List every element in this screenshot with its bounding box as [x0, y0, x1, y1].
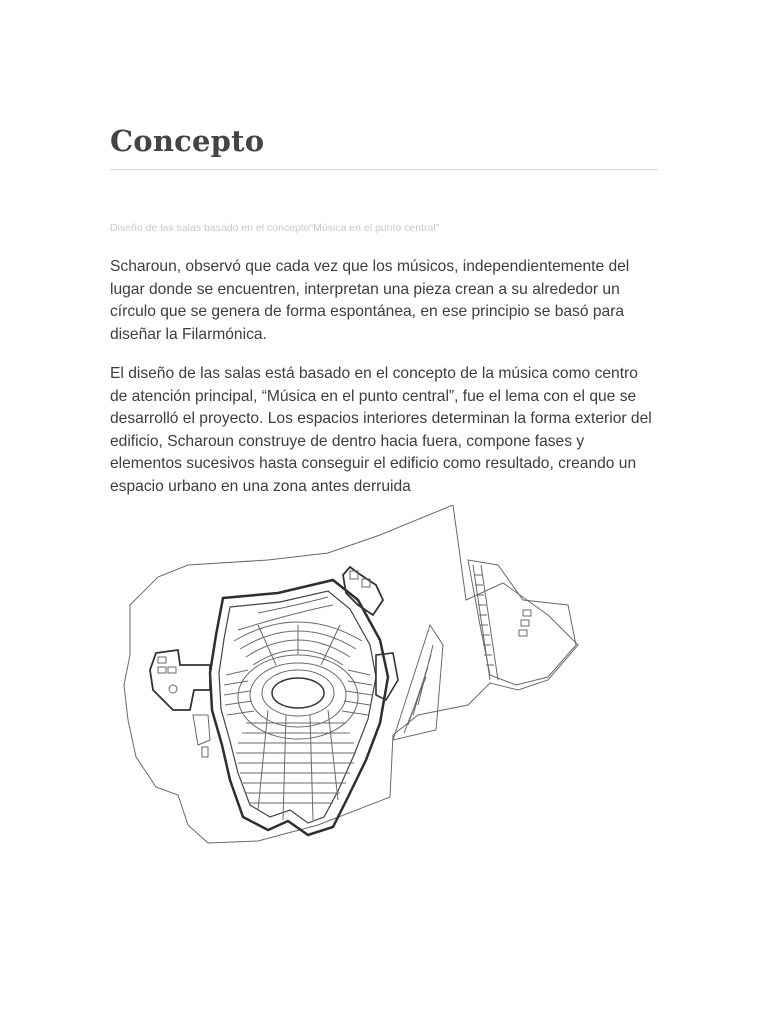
image-caption: Diseño de las salas basado en el concepto“Música en el punto central” [110, 222, 440, 234]
paragraph-1: Scharoun, observó que cada vez que los músicos, independientemente del lugar donde se encuentren, interpretan una pieza crean a su alrededor un círculo que se genera de forma espontánea, en ese principio se basó para diseñar la Filarmónica. [110, 258, 630, 343]
section-title: Concepto [110, 124, 265, 158]
stage [272, 678, 324, 708]
ramp [393, 625, 443, 740]
philharmonic-floor-plan [118, 505, 588, 850]
title-divider [110, 169, 658, 170]
left-annex [150, 650, 210, 710]
paragraph-2: El diseño de las salas está basado en el concepto de la música como centro de atención principal, “Música en el punto central”, fue el lema con el que se desarrolló el proyecto. Los espacios interiores determinan la forma exterior del edificio, Scharoun construye de dentro hacia fuera, compone fases y elementos sucesivos hasta conseguir el edificio como resultado, creando un espacio urbano en una zona antes derruida [110, 365, 652, 495]
